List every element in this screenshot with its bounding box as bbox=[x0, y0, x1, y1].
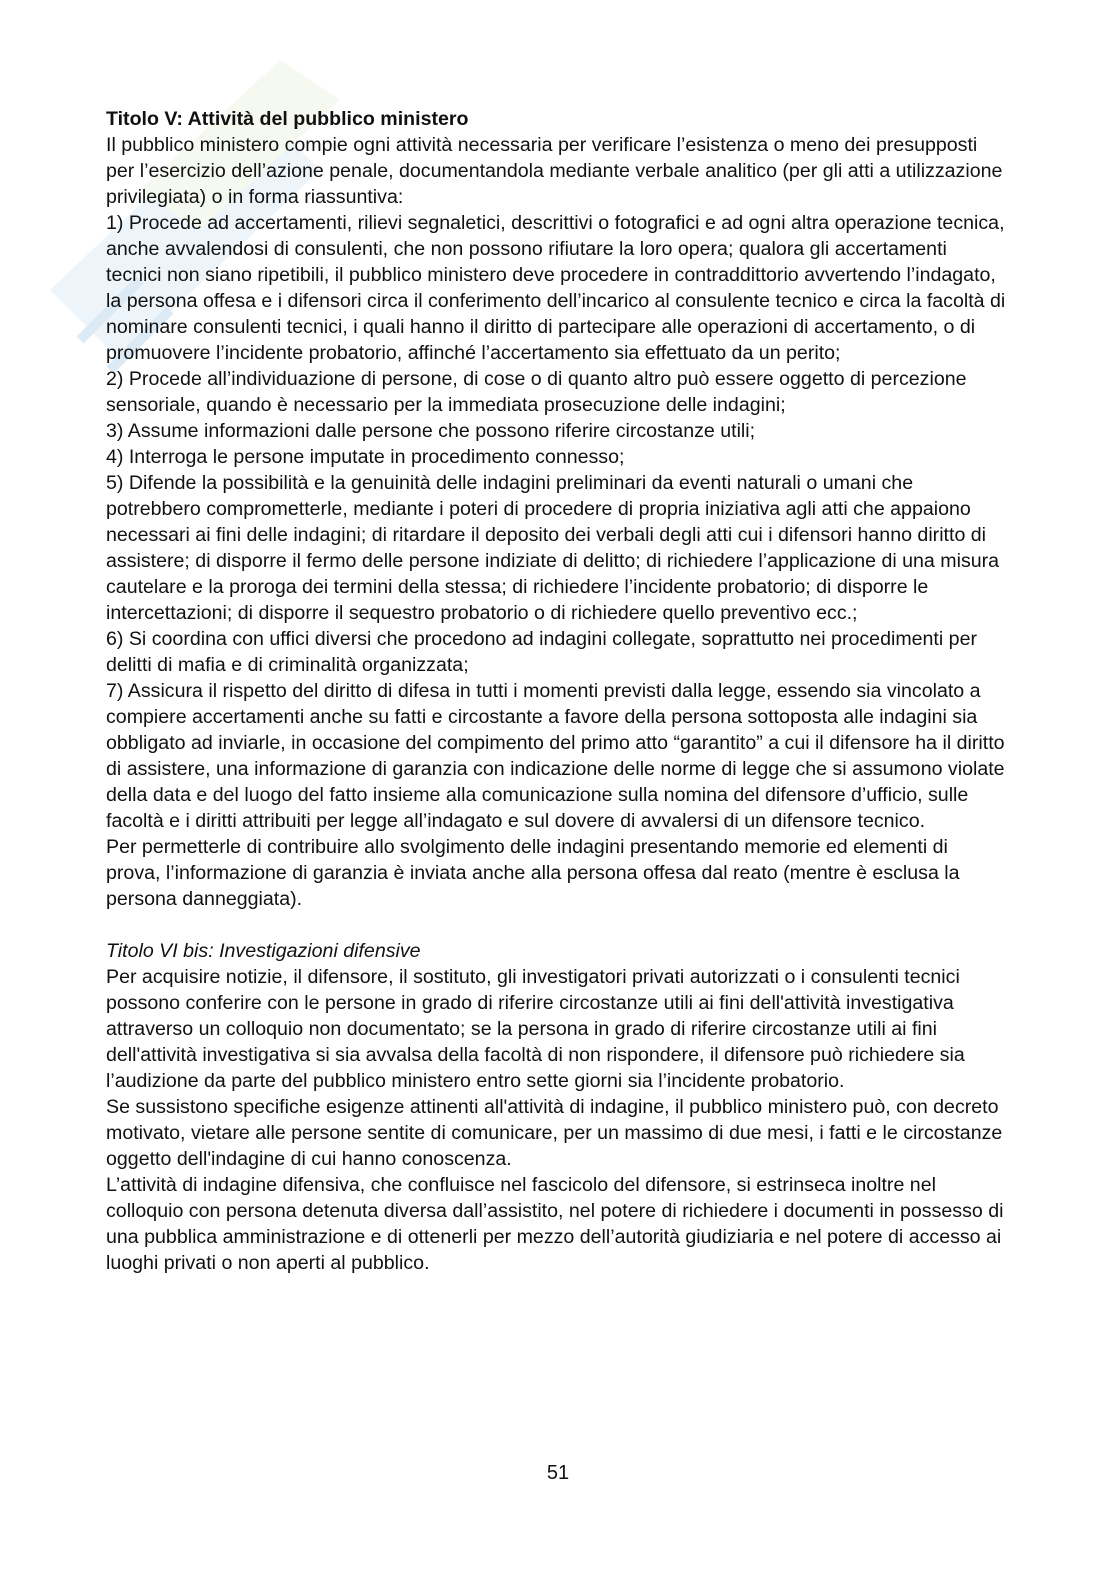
list-item-4: 4) Interroga le persone imputate in procedimento connesso; bbox=[106, 446, 625, 468]
paragraph-1: Per acquisire notizie, il difensore, il sostituto, gli investigatori privati autorizzati o i consulenti tecnici possono conferire con le persone in grado di riferire circostanze utili ai fini dell'attività investigativa attraverso un colloquio non documentato; se la persona in grado di riferire circostanze utili ai fini dell'attività investigativa si sia avvalsa della facoltà di non rispondere, il difensore può richiedere sia l’audizione da parte del pubblico ministero entro sette giorni sia l’incidente probatorio. bbox=[106, 966, 965, 1092]
section-closing-paragraph: Per permetterle di contribuire allo svolgimento delle indagini presentando memorie ed elementi di prova, l’informazione di garanzia è inviata anche alla persona offesa dal reato (mentre è esclusa la persona danneggiata). bbox=[106, 836, 960, 910]
section-intro: Il pubblico ministero compie ogni attività necessaria per verificare l’esistenza o meno dei presupposti per l’esercizio dell’azione penale, documentandola mediante verbale analitico (per gli atti a utilizzazione privilegiata) o in forma riassuntiva: bbox=[106, 134, 1003, 208]
list-item-3: 3) Assume informazioni dalle persone che possono riferire circostanze utili; bbox=[106, 420, 756, 442]
section-spacer bbox=[106, 912, 1006, 938]
paragraph-2: Se sussistono specifiche esigenze attinenti all'attività di indagine, il pubblico ministero può, con decreto motivato, vietare alle persone sentite di comunicare, per un massimo di due mesi, i fatti e le circostanze oggetto dell'indagine di cui hanno conoscenza. bbox=[106, 1096, 1003, 1170]
list-item-2: 2) Procede all’individuazione di persone, di cose o di quanto altro può essere oggetto di percezione sensoriale, quando è necessario per la immediata prosecuzione delle indagini; bbox=[106, 368, 967, 416]
page-number: 51 bbox=[546, 1462, 570, 1484]
document-body bbox=[106, 106, 1006, 1276]
list-item-5: 5) Difende la possibilità e la genuinità delle indagini preliminari da eventi naturali o umani che potrebbero comprometterle, mediante i poteri di procedere di propria iniziativa agli atti che appaiono necessari ai fini delle indagini; di ritardare il deposito dei verbali degli atti cui i difensori hanno diritto di assistere; di disporre il fermo delle persone indiziate di delitto; di richiedere l’applicazione di una misura cautelare e la proroga dei termini della stessa; di richiedere l’incidente probatorio; di disporre le intercettazioni; di disporre il sequestro probatorio o di richiedere quello preventivo ecc.; bbox=[106, 472, 1000, 624]
list-item-6: 6) Si coordina con uffici diversi che procedono ad indagini collegate, soprattutto nei procedimenti per delitti di mafia e di criminalità organizzata; bbox=[106, 628, 977, 676]
list-item-7: 7) Assicura il rispetto del diritto di difesa in tutti i momenti previsti dalla legge, essendo sia vincolato a compiere accertamenti anche su fatti e circostante a favore della persona sottoposta alle indagini sia obbligato ad inviarle, in occasione del compimento del primo atto “garantito” a cui il difensore ha il diritto di assistere, una informazione di garanzia con indicazione delle norme di legge che si assumono violate della data e del luogo del fatto insieme alla comunicazione sulla nomina del difensore d’ufficio, sulle facoltà e i diritti attribuiti per legge all’indagato e sul dovere di avvalersi di un difensore tecnico. bbox=[106, 680, 1005, 832]
section-title-vi-bis: Titolo VI bis: Investigazioni difensive bbox=[106, 940, 421, 962]
list-item-1: 1) Procede ad accertamenti, rilievi segnaletici, descrittivi o fotografici e ad ogni altra operazione tecnica, anche avvalendosi di consulenti, che non possono rifiutare la loro opera; qualora gli accertamenti tecnici non siano ripetibili, il pubblico ministero deve procedere in contraddittorio avvertendo l’indagato, la persona offesa e i difensori circa il conferimento dell’incarico al consulente tecnico e circa la facoltà di nominare consulenti tecnici, i quali hanno il diritto di partecipare alle operazioni di accertamento, o di promuovere l’incidente probatorio, affinché l’accertamento sia effettuato da un perito; bbox=[106, 212, 1006, 364]
section-title-v: Titolo V: Attività del pubblico ministero bbox=[106, 108, 469, 130]
paragraph-3: L’attività di indagine difensiva, che confluisce nel fascicolo del difensore, si estrinseca inoltre nel colloquio con persona detenuta diversa dall’assistito, nel potere di richiedere i documenti in possesso di una pubblica amministrazione e di ottenerli per mezzo dell’autorità giudiziaria e nel potere di accesso ai luoghi privati o non aperti al pubblico. bbox=[106, 1174, 1004, 1274]
